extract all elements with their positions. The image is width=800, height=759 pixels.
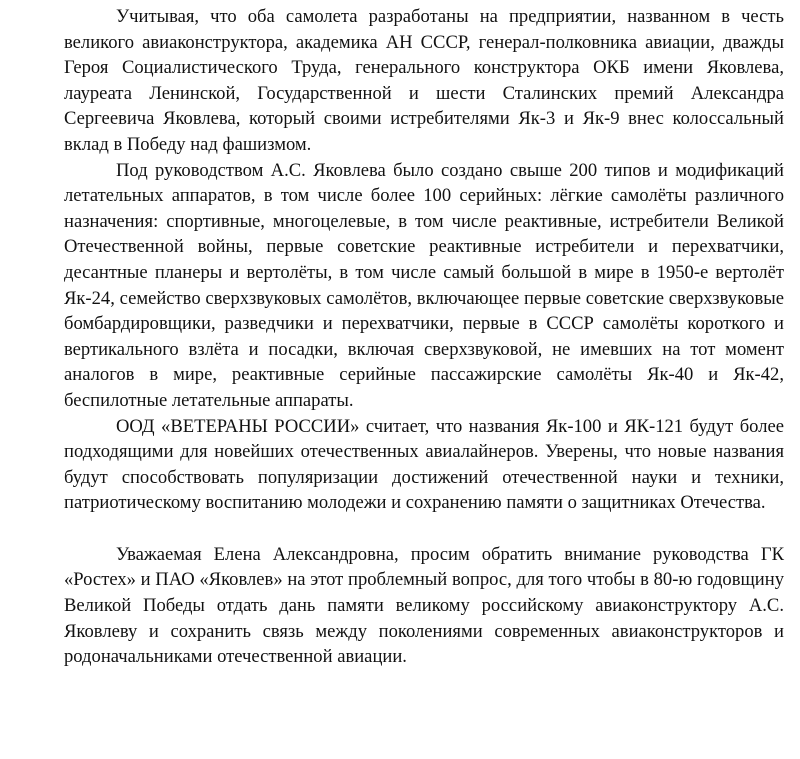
paragraph-yakovlev-tribute: Учитывая, что оба самолета разработаны на предприятии, названном в честь великого авиаконструктора, академика АН СССР, генерал-полковника авиации, дважды Героя Социалистического Труда, генерального конструктора ОКБ имени Яковлева, лауреата Ленинской, Государственной и шести Сталинских премий Александра Сергеевича Яковлева, который своими истребителями Як-3 и Як-9 внес колоссальный вклад в Победу над фашизмом. xyxy=(64,6,784,155)
paragraph-naming-proposal: ООД «ВЕТЕРАНЫ РОССИИ» считает, что названия Як-100 и ЯК-121 будут более подходящими для новейших отечественных авиалайнеров. Уверены, что новые названия будут способствовать популяризации достижений отечественной науки и техники, патриотическому воспитанию молодежи и сохранению памяти о защитниках Отечества. xyxy=(64,415,784,514)
paragraph-spacer xyxy=(64,516,784,542)
paragraph-aircraft-history: Под руководством А.С. Яковлева было создано свыше 200 типов и модификаций летательных аппаратов, в том числе более 100 серийных: лёгкие самолёты различного назначения: спортивные, многоцелевые, в том числе реактивные, истребители Великой Отечественной войны, первые советские реактивные истребители и перехватчики, десантные планеры и вертолёты, в том числе самый большой в мире в 1950-е вертолёт Як-24, семейство сверхзвуковых самолётов, включающее первые советские сверхзвуковые бомбардировщики, разведчики и перехватчики, первые в СССР самолёты короткого и вертикального взлёта и посадки, включая сверхзвуковой, не имевших на тот момент аналогов в мире, реактивные серийные пассажирские самолёты Як-40 и Як-42, беспилотные летательные аппараты. xyxy=(64,159,784,411)
paragraph-appeal: Уважаемая Елена Александровна, просим обратить внимание руководства ГК «Ростех» и ПАО «Яковлев» на этот проблемный вопрос, для того чтобы в 80-ю годовщину Великой Победы отдать дань памяти великому российскому авиаконструктору А.С. Яковлеву и сохранить связь между поколениями современных авиаконструкторов и родоначальниками отечественной авиации. xyxy=(64,543,784,668)
